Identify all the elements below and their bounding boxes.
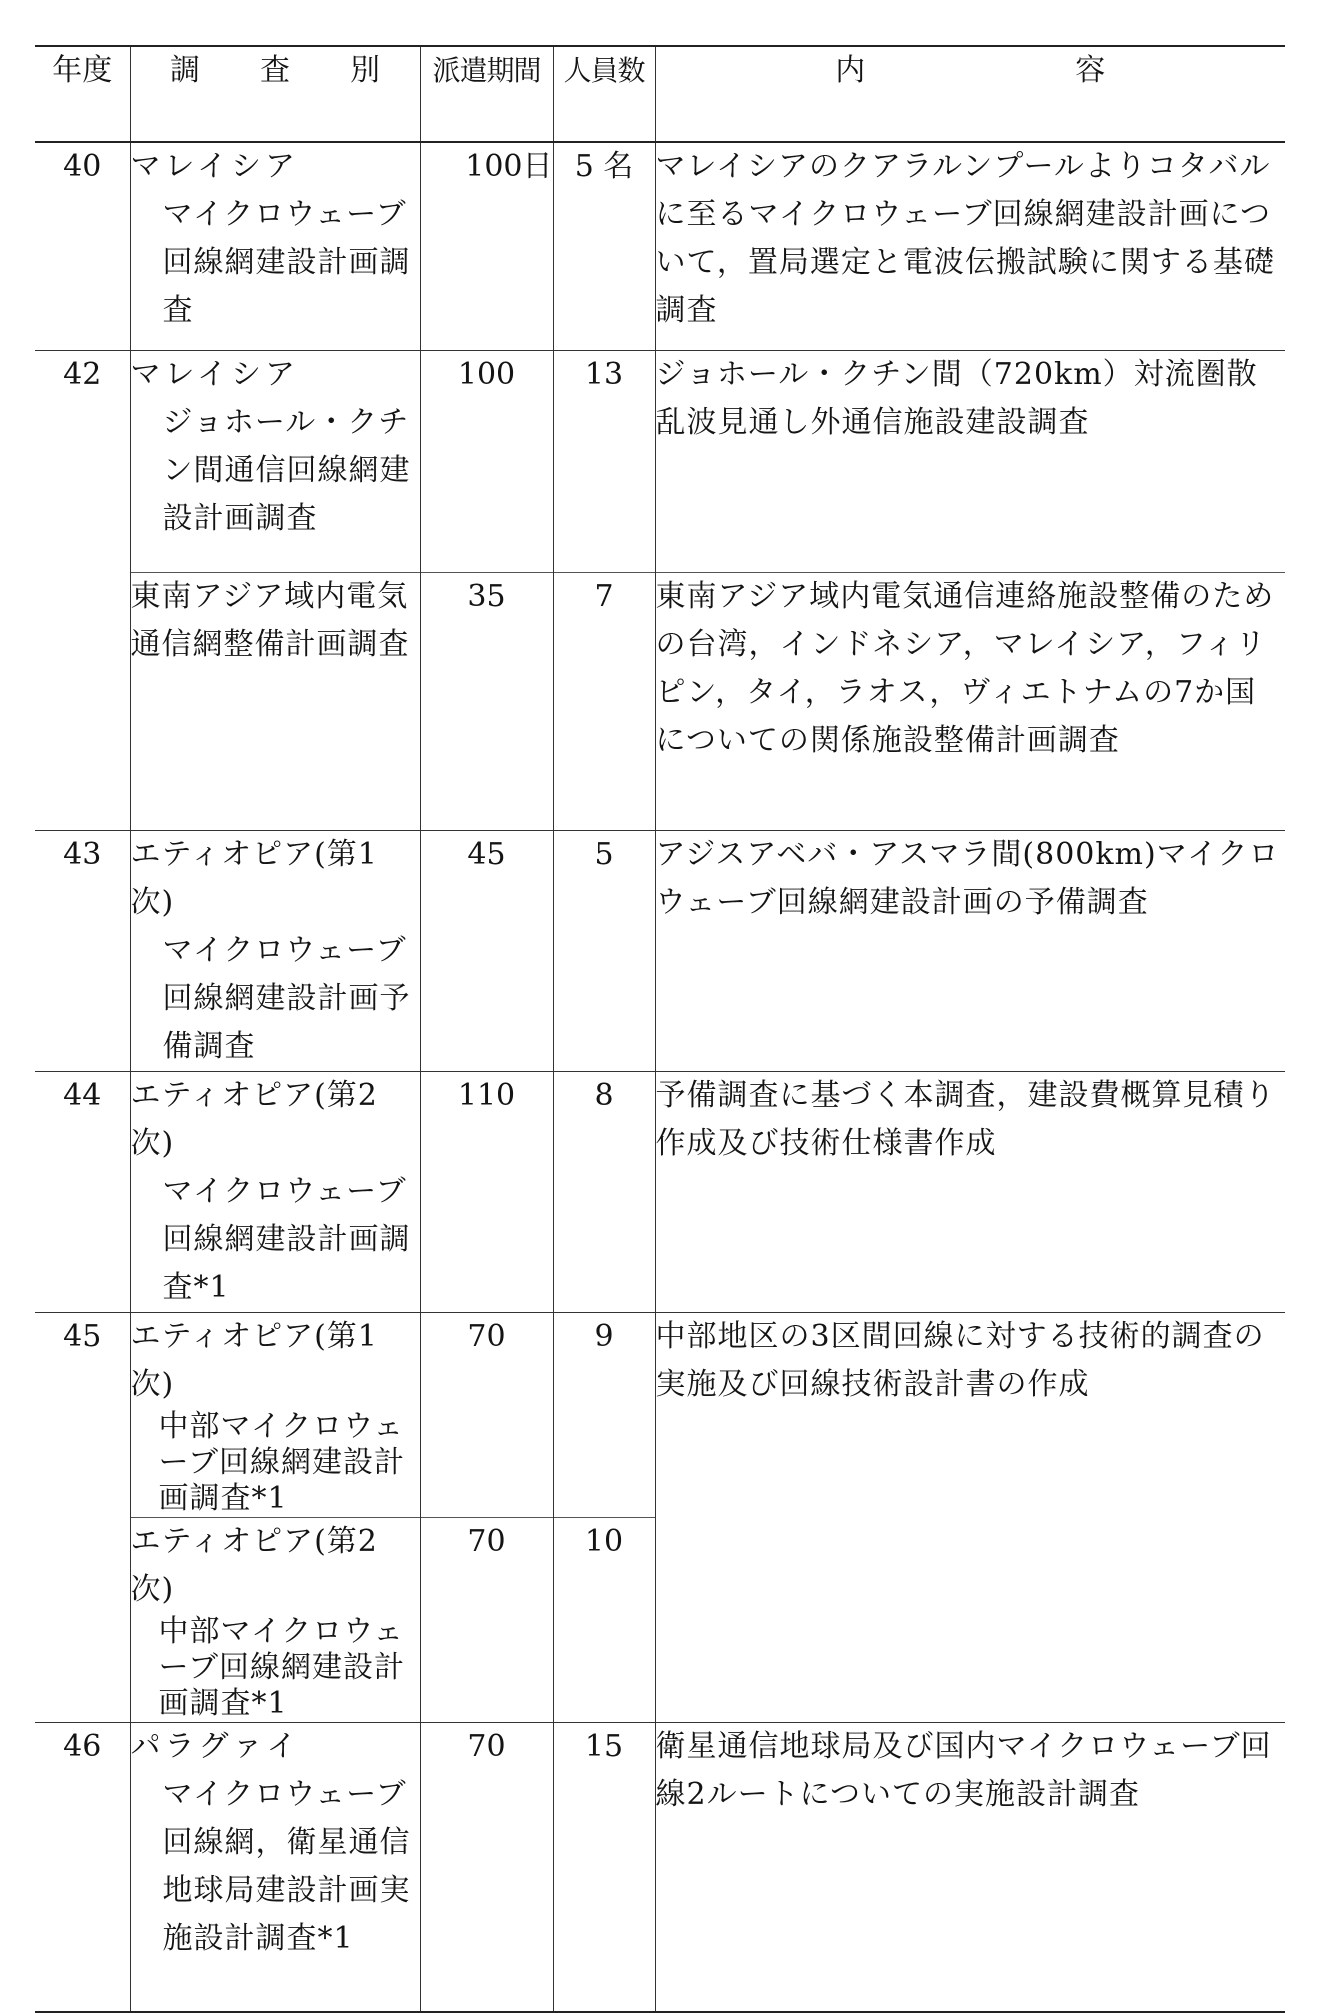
content-cell: アジスアベバ・アスマラ間(800km)マイクロウェーブ回線網建設計画の予備調査 bbox=[655, 836, 1280, 920]
staff-cell: 7 bbox=[553, 572, 655, 830]
year-cell: 46 bbox=[35, 1722, 130, 2012]
period-cell: 100日 bbox=[420, 142, 553, 350]
year-cell: 45 bbox=[35, 1312, 130, 1722]
survey-country: エティオピア(第1次) bbox=[130, 1318, 378, 1402]
period-cell: 110 bbox=[420, 1071, 553, 1312]
survey-cell bbox=[130, 1722, 420, 2012]
table-header-row bbox=[35, 46, 1285, 142]
staff-cell: 8 bbox=[553, 1071, 655, 1312]
table-row bbox=[35, 1722, 1285, 2012]
survey-country: マレイシア bbox=[130, 356, 299, 392]
year-cell: 42 bbox=[35, 350, 130, 830]
period-cell: 35 bbox=[420, 572, 553, 830]
year-cell: 44 bbox=[35, 1071, 130, 1312]
table-row bbox=[35, 350, 1285, 572]
survey-country: エティオピア(第2次) bbox=[130, 1077, 378, 1161]
content-cell: ジョホール・クチン間（720km）対流圏散乱波見通し外通信施設建設調査 bbox=[655, 356, 1258, 440]
survey-title: 中部マイクロウェーブ回線網建設計画調査*1 bbox=[158, 1408, 405, 1516]
survey-title: 東南アジア域内電気通信網整備計画調査 bbox=[130, 578, 410, 662]
period-cell: 70 bbox=[420, 1517, 553, 1722]
content-cell: マレイシアのクアラルンプールよりコタバルに至るマイクロウェーブ回線網建設計画について，置局選定と電波伝搬試験に関する基礎調査 bbox=[655, 149, 1275, 328]
survey-title: マイクロウェーブ回線網建設計画調査*1 bbox=[162, 1173, 411, 1305]
survey-table bbox=[35, 45, 1285, 2013]
year-cell: 40 bbox=[35, 142, 130, 350]
table-row bbox=[35, 572, 1285, 830]
staff-cell: 9 bbox=[553, 1312, 655, 1517]
survey-country: エティオピア(第1次) bbox=[130, 836, 378, 920]
period-cell: 70 bbox=[420, 1722, 553, 2012]
staff-cell: 5 名 bbox=[553, 142, 655, 350]
table-row bbox=[35, 142, 1285, 350]
table-row bbox=[35, 1312, 1285, 1517]
staff-cell: 5 bbox=[553, 830, 655, 1071]
survey-cell bbox=[130, 830, 420, 1071]
survey-country: パラグァイ bbox=[130, 1728, 301, 1764]
content-cell: 予備調査に基づく本調査，建設費概算見積り作成及び技術仕様書作成 bbox=[655, 1077, 1276, 1161]
survey-cell bbox=[130, 142, 420, 350]
survey-title: マイクロウェーブ回線網，衛星通信地球局建設計画実施設計調査*1 bbox=[162, 1776, 411, 1956]
survey-cell bbox=[130, 1517, 420, 1722]
staff-cell: 13 bbox=[553, 350, 655, 572]
survey-title: 中部マイクロウェーブ回線網建設計画調査*1 bbox=[158, 1613, 405, 1721]
period-cell: 70 bbox=[420, 1312, 553, 1517]
content-cell: 中部地区の3区間回線に対する技術的調査の実施及び回線技術設計書の作成 bbox=[655, 1318, 1265, 1402]
survey-cell bbox=[130, 1071, 420, 1312]
survey-cell bbox=[130, 572, 420, 830]
header-survey: 調 査 別 bbox=[130, 46, 420, 142]
survey-country: マレイシア bbox=[130, 149, 299, 184]
header-staff: 人員数 bbox=[553, 46, 655, 142]
survey-title: ジョホール・クチン間通信回線網建設計画調査 bbox=[162, 404, 411, 536]
survey-title: マイクロウェーブ回線網建設計画調査 bbox=[162, 197, 411, 328]
table-row bbox=[35, 830, 1285, 1071]
period-cell: 45 bbox=[420, 830, 553, 1071]
survey-title: マイクロウェーブ回線網建設計画予備調査 bbox=[162, 932, 411, 1064]
content-cell: 東南アジア域内電気通信連絡施設整備のための台湾，インドネシア，マレイシア，フィリピン，タイ，ラオス，ヴィエトナムの7か国についての関係施設整備計画調査 bbox=[655, 578, 1275, 758]
header-period: 派遣期間 bbox=[420, 46, 553, 142]
table-row bbox=[35, 1071, 1285, 1312]
staff-cell: 15 bbox=[553, 1722, 655, 2012]
header-year: 年度 bbox=[35, 46, 130, 142]
survey-cell bbox=[130, 350, 420, 572]
staff-cell: 10 bbox=[553, 1517, 655, 1722]
period-cell: 100 bbox=[420, 350, 553, 572]
year-cell: 43 bbox=[35, 830, 130, 1071]
survey-country: エティオピア(第2次) bbox=[130, 1523, 378, 1607]
survey-cell bbox=[130, 1312, 420, 1517]
header-content: 内 容 bbox=[835, 53, 1106, 88]
content-cell: 衛星通信地球局及び国内マイクロウェーブ回線2ルートについての実施設計調査 bbox=[655, 1722, 1285, 2012]
